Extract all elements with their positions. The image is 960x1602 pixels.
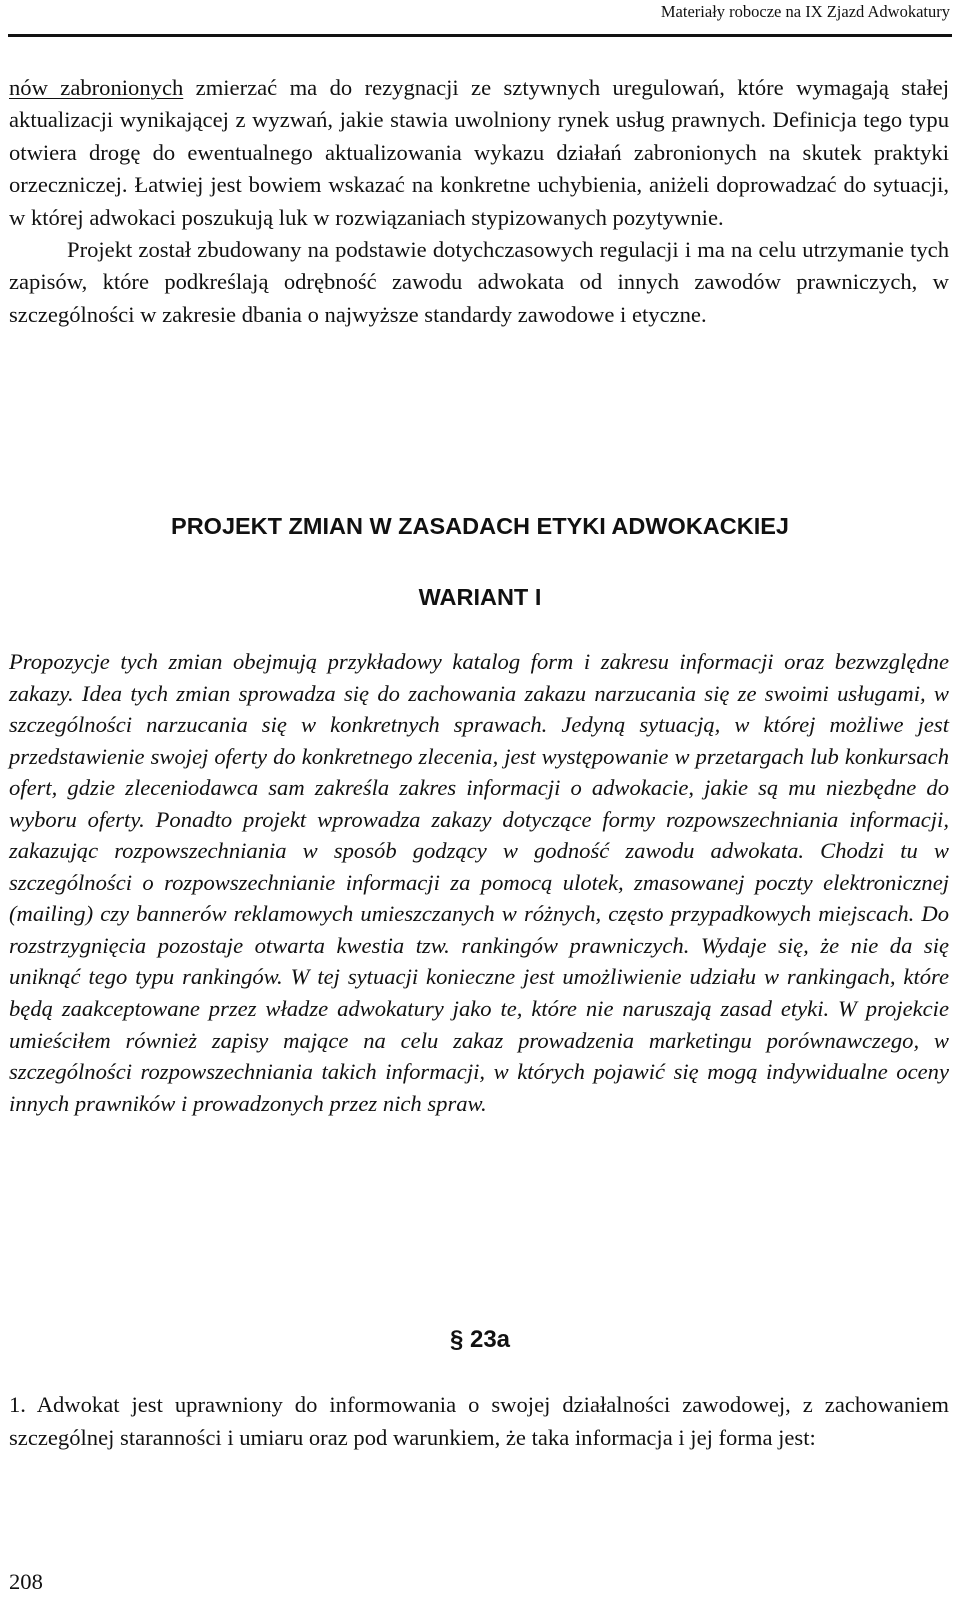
intro-paragraph-rest: zmierzać ma do rezygnacji ze sztywnych uregulowań, które wymagają stałej aktualizacji wynikającej z wyzwań, jakie stawia uwolniony rynek usług prawnych. Definicja tego typu otwiera drogę do ewentualnego aktualizowania wykazu działań zabronionych na skutek praktyki orzeczniczej. Łatwiej jest bowiem wskazać na konkretne uchybienia, aniżeli doprowadzać do sytuacji, w której adwokaci poszukują luk w rozwiązaniach stypizowanych pozytywnie. <box>9 75 949 230</box>
second-paragraph: Projekt został zbudowany na podstawie dotychczasowych regulacji i ma na celu utrzymanie tych zapisów, które podkreślają odrębność zawodu adwokata od innych zawodów prawniczych, w szczególności w zakresie dbania o najwyższe standardy zawodowe i etyczne. <box>9 237 949 327</box>
intro-text <box>9 72 949 331</box>
running-header: Materiały robocze na IX Zjazd Adwokatury <box>660 2 950 21</box>
header-rule <box>8 34 952 37</box>
section-heading: § 23a <box>449 1326 511 1353</box>
section-paragraph: 1. Adwokat jest uprawniony do informowania o swojej działalności zawodowej, z zachowaniem szczególnej staranności i umiaru oraz pod warunkiem, że taka informacja i jej forma jest: <box>9 1392 949 1450</box>
section-body <box>9 1389 949 1454</box>
intro-paragraph <box>9 72 949 234</box>
variant-title: WARIANT I <box>418 584 542 610</box>
underlined-lead: nów zabronionych <box>9 75 184 100</box>
main-title: PROJEKT ZMIAN W ZASADACH ETYKI ADWOKACKIEJ <box>171 513 789 539</box>
italic-commentary <box>9 646 949 1119</box>
italic-paragraph: Propozycje tych zmian obejmują przykładowy katalog form i zakresu informacji oraz bezwzględne zakazy. Idea tych zmian sprowadza się do zachowania zakazu narzucania się ze swoimi usługami, w szczególności narzucania się w konkretnych sprawach. Jedyną sytuacją, w której możliwe jest przedstawienie swojej oferty do konkretnego zlecenia, jest występowanie w przetargach lub konkursach ofert, gdzie zleceniodawca sam zakreśla zakres informacji o adwokacie, jakie są mu niezbędne do wyboru oferty. Ponadto projekt wprowadza zakazy dotyczące formy rozpowszechniania informacji, zakazując rozpowszechniania w sposób godzący w godność zawodu adwokata. Chodzi tu w szczególności o rozpowszechnianie informacji za pomocą ulotek, zmasowanej poczty elektronicznej (mailing) czy bannerów reklamowych umieszczanych w różnych, często przypadkowych miejscach. Do rozstrzygnięcia pozostaje otwarta kwestia tzw. rankingów prawniczych. Wydaje się, że nie da się uniknąć tego typu rankingów. W tej sytuacji konieczne jest umożliwienie udziału w rankingach, które będą zaakceptowane przez władze adwokatury jako te, które nie naruszają zasad etyki. W projekcie umieściłem również zapisy mające na celu zakaz prowadzenia marketingu porównawczego, w szczególności rozpowszechniania takich informacji, w których pojawić się mogą indywidualne oceny innych prawników i prowadzonych przez nich spraw. <box>9 649 949 1116</box>
page-number: 208 <box>9 1569 43 1594</box>
